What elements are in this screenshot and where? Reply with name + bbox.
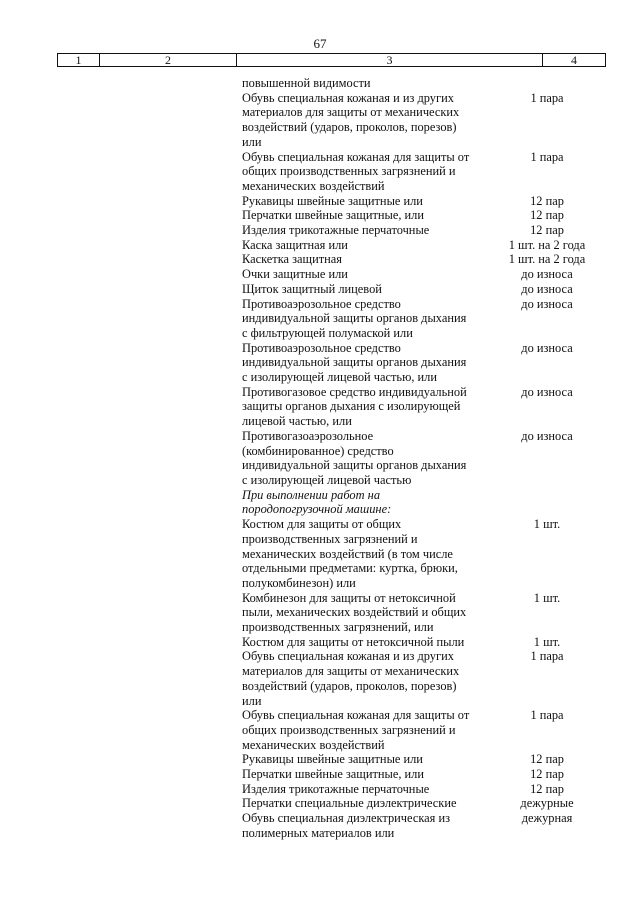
item-name: Обувь специальная кожаная и из других материалов для защиты от механических воздействий (ударов, проколов, порезов) или <box>242 649 460 708</box>
table-row <box>0 297 640 341</box>
item-norm: 1 шт. <box>533 590 561 605</box>
table-header <box>57 53 606 67</box>
page-number: 67 <box>313 36 327 51</box>
item-name: Обувь специальная диэлектрическая из полимерных материалов или <box>242 811 450 840</box>
table-row <box>0 91 640 150</box>
table-row <box>0 76 640 91</box>
item-name: Обувь специальная кожаная для защиты от общих производственных загрязнений и механических воздействий <box>242 708 470 752</box>
table-row <box>0 649 640 708</box>
item-name: Рукавицы швейные защитные или <box>242 752 423 767</box>
table-row <box>0 429 640 488</box>
table-row <box>0 194 640 209</box>
item-norm: дежурная <box>521 811 573 826</box>
table-row <box>0 796 640 811</box>
table-row <box>0 223 640 238</box>
table-row <box>0 385 640 429</box>
table-row <box>0 752 640 767</box>
item-name: Перчатки специальные диэлектрические <box>242 796 457 811</box>
item-name: Противогазовое средство индивидуальной защиты органов дыхания с изолирующей лицевой частью, или <box>242 384 467 429</box>
table-row <box>0 238 640 253</box>
table-row <box>0 767 640 782</box>
item-norm: дежурные <box>520 796 574 811</box>
item-name: Перчатки швейные защитные, или <box>242 767 424 782</box>
table-row <box>0 591 640 635</box>
item-norm: 1 пара <box>530 708 564 723</box>
item-name: Очки защитные или <box>242 267 348 282</box>
item-name: Обувь специальная кожаная и из других материалов для защиты от механических воздействий (ударов, проколов, порезов) или <box>242 90 460 149</box>
item-name: Рукавицы швейные защитные или <box>242 193 423 208</box>
header-col-4: 4 <box>571 53 577 67</box>
item-name: При выполнении работ на породопогрузочной машине: <box>242 487 392 517</box>
item-norm: 1 шт. на 2 года <box>508 237 586 252</box>
item-name: Комбинезон для защиты от нетоксичной пыли, механических воздействий и общих производственных загрязнений, или <box>242 590 467 635</box>
item-name: Изделия трикотажные перчаточные <box>242 781 430 796</box>
header-col-1: 1 <box>58 54 100 66</box>
table-row <box>0 252 640 267</box>
item-norm: до износа <box>521 267 573 282</box>
item-norm: 1 шт. на 2 года <box>508 252 586 267</box>
table-row <box>0 208 640 223</box>
item-norm: до износа <box>521 384 573 399</box>
item-name: Каска защитная или <box>242 237 348 252</box>
table-row <box>0 282 640 297</box>
item-norm: 1 шт. <box>533 634 561 649</box>
table-row <box>0 341 640 385</box>
table-row <box>0 488 640 517</box>
item-name: повышенной видимости <box>242 76 371 90</box>
item-name: Изделия трикотажные перчаточные <box>242 223 430 238</box>
item-norm: 1 пара <box>530 649 564 664</box>
item-norm: 1 пара <box>530 90 564 105</box>
table-row <box>0 782 640 797</box>
item-norm: до износа <box>521 428 573 443</box>
item-norm: до износа <box>521 281 573 296</box>
header-col-3: 3 <box>237 54 543 66</box>
item-name: Обувь специальная кожаная для защиты от общих производственных загрязнений и механических воздействий <box>242 149 470 193</box>
item-name: Противоаэрозольное средство индивидуальной защиты органов дыхания с фильтрующей полумаской или <box>242 296 467 340</box>
item-norm: до износа <box>521 340 573 355</box>
item-norm: 12 пар <box>530 208 564 223</box>
item-name: Костюм для защиты от общих производственных загрязнений и механических воздействий (в том числе отдельными предметами: куртка, брюки, полукомбинезон) или <box>242 517 458 590</box>
table-row <box>0 267 640 282</box>
item-name: Противогазоаэрозольное (комбинированное) средство индивидуальной защиты органов дыхания с изолирующей лицевой частью <box>242 428 467 487</box>
item-name: Противоаэрозольное средство индивидуальной защиты органов дыхания с изолирующей лицевой частью, или <box>242 340 467 385</box>
item-name: Щиток защитный лицевой <box>242 281 382 296</box>
item-norm: 12 пар <box>530 193 564 208</box>
item-norm: 12 пар <box>530 223 564 238</box>
header-col-2: 2 <box>100 54 237 66</box>
item-norm: 1 пара <box>530 149 564 164</box>
item-norm <box>492 488 602 517</box>
table-row <box>0 708 640 752</box>
item-norm: 1 шт. <box>533 517 561 532</box>
table-row <box>0 150 640 194</box>
item-norm <box>492 76 602 91</box>
item-name: Каскетка защитная <box>242 252 342 267</box>
table-row <box>0 635 640 650</box>
item-norm: 12 пар <box>530 752 564 767</box>
table-body <box>0 76 640 841</box>
table-row <box>0 811 640 840</box>
table-row <box>0 517 640 591</box>
item-norm: 12 пар <box>530 767 564 782</box>
item-norm: 12 пар <box>530 781 564 796</box>
item-name: Перчатки швейные защитные, или <box>242 208 424 223</box>
item-norm: до износа <box>521 296 573 311</box>
item-name: Костюм для защиты от нетоксичной пыли <box>242 634 465 649</box>
